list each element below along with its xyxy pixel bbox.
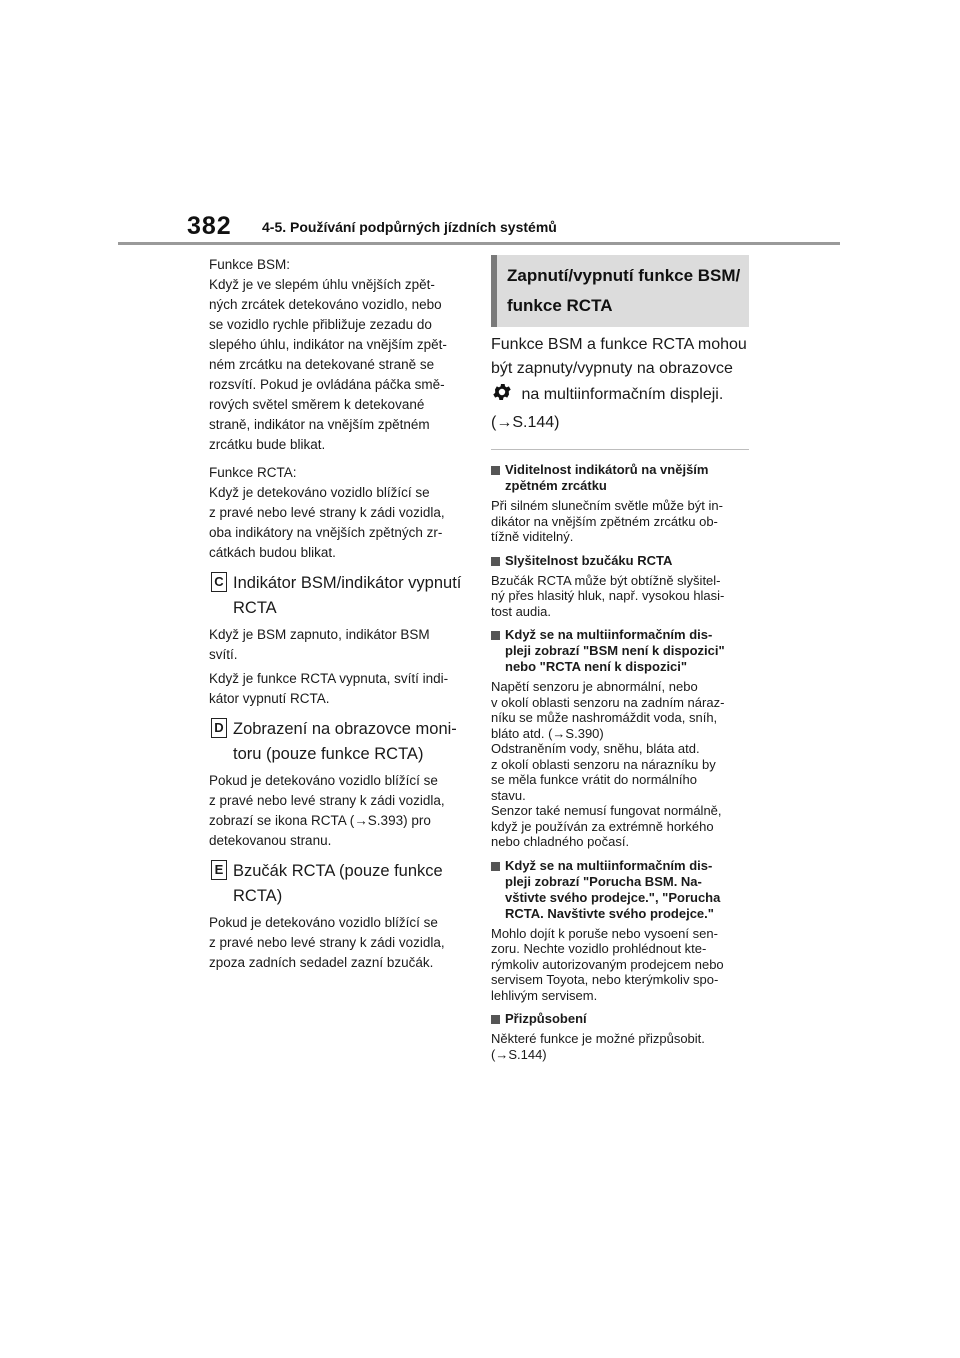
text-line: stavu. <box>491 787 526 803</box>
text-line: Pokud je detekováno vozidlo blížící se <box>209 915 438 930</box>
text-line: se vozidlo rychle přibližuje zezadu do <box>209 317 432 332</box>
text-line: ných zrcátek detekováno vozidlo, nebo <box>209 297 442 312</box>
label-line: Indikátor BSM/indikátor vypnutí <box>233 574 462 592</box>
marker-e: E <box>211 860 227 880</box>
note-visibility <box>491 462 749 545</box>
note-text <box>491 679 749 850</box>
text-line: detekovanou stranu. <box>209 833 332 848</box>
note-text <box>491 926 749 1004</box>
text-line: rýmkoliv autorizovaným prodejcem nebo <box>491 956 724 972</box>
note-title <box>491 627 749 675</box>
text-line: dikátor na vnějším zpětném zrcátku ob- <box>491 513 718 529</box>
text-line: straně, indikátor na vnějším zpětném <box>209 417 430 432</box>
note-not-available <box>491 627 749 850</box>
text-line: Pokud je detekováno vozidlo blížící se <box>209 773 438 788</box>
text-line: Odstraněním vody, sněhu, bláta atd. <box>491 741 700 756</box>
title-line: nebo "RCTA není k dispozici" <box>505 659 688 674</box>
text-line: Funkce RCTA: <box>209 465 297 480</box>
text-line: níku se může nashromáždit voda, sníh, <box>491 710 718 725</box>
title-line: pleji zobrazí "BSM není k dispozici" <box>505 643 725 658</box>
text-fragment: na multiinformačním displeji. <box>517 386 724 403</box>
text-line: Bzučák RCTA může být obtížně slyšitel- <box>491 572 721 588</box>
gear-icon <box>491 381 513 411</box>
square-bullet-icon <box>491 466 500 475</box>
note-text <box>491 498 749 545</box>
heading-line: Zapnutí/vypnutí funkce BSM/ <box>507 266 741 285</box>
item-label <box>233 859 471 909</box>
title-line: vštivte svého prodejce.", "Porucha <box>505 889 721 905</box>
intro-paragraph <box>491 333 749 435</box>
label-line: Bzučák RCTA (pouze funkce <box>233 862 443 880</box>
text-line: když je používán za extrémně horkého <box>491 818 714 834</box>
rcta-description <box>209 463 471 563</box>
section-heading <box>491 255 749 327</box>
label-line: Zobrazení na obrazovce moni- <box>233 720 457 738</box>
text-line: ném zrcátku na detekované straně se <box>209 357 435 372</box>
note-title <box>491 1011 749 1027</box>
text-line: v okolí oblasti senzoru na zadním náraz- <box>491 694 725 710</box>
title-line: Když se na multiinformačním dis- <box>505 627 713 642</box>
text-line: z okolí oblasti senzoru na nárazníku by <box>491 756 716 772</box>
text-line: svítí. <box>209 647 238 662</box>
note-text <box>491 1031 749 1062</box>
item-c-text <box>209 625 471 709</box>
text-line: cátkách budou blikat. <box>209 545 336 560</box>
text-line: rozsvítí. Pokud je ovládána páčka smě- <box>209 377 445 392</box>
left-column <box>209 255 471 973</box>
title-line: pleji zobrazí "Porucha BSM. Na- <box>505 873 702 889</box>
text-line: slepého úhlu, indikátor na vnějším zpět- <box>209 337 447 352</box>
text-line: servisem Toyota, nebo kterýmkoliv spo- <box>491 972 719 987</box>
divider <box>491 449 749 450</box>
note-text <box>491 573 749 620</box>
page-reference: (→S.144) <box>491 1046 547 1062</box>
page-reference: (→S.144) <box>491 414 560 431</box>
text-line: zoru. Nechte vozidlo prohlédnout kte- <box>491 941 707 956</box>
section-title: 4-5. Používání podpůrných jízdních systémů <box>262 219 557 235</box>
title-line: RCTA. Navštivte svého prodejce." <box>505 905 714 921</box>
item-e <box>209 859 471 909</box>
text-line: Napětí senzoru je abnormální, nebo <box>491 679 698 694</box>
label-line: toru (pouze funkce RCTA) <box>233 745 424 763</box>
text-line: Senzor také nemusí fungovat normálně, <box>491 803 722 818</box>
text-line: se měla funkce vrátit do normálního <box>491 772 697 787</box>
text-line-with-icon <box>491 381 749 411</box>
label-line: RCTA) <box>233 887 283 905</box>
text-line: zrcátku bude blikat. <box>209 437 326 452</box>
marker-d: D <box>211 718 227 738</box>
item-label <box>233 717 471 767</box>
square-bullet-icon <box>491 631 500 640</box>
text-line: Když je funkce RCTA vypnuta, svítí indi- <box>209 671 449 686</box>
title-line: Přizpůsobení <box>505 1011 587 1026</box>
title-line: zpětném zrcátku <box>505 478 607 493</box>
right-column <box>491 255 749 1062</box>
header-divider <box>118 242 840 245</box>
text-line: rových světel směrem k detekované <box>209 397 425 412</box>
note-title <box>491 553 749 569</box>
item-e-text <box>209 913 471 973</box>
note-customization <box>491 1011 749 1062</box>
text-line: kátor vypnutí RCTA. <box>209 691 330 706</box>
note-title <box>491 858 749 922</box>
bsm-description <box>209 255 471 455</box>
note-title <box>491 462 749 494</box>
text-line: tížně viditelný. <box>491 529 574 544</box>
text-line: zpoza zadních sedadel zazní bzučák. <box>209 955 434 970</box>
text-line: z pravé nebo levé strany k zádi vozidla, <box>209 935 445 950</box>
text-line: z pravé nebo levé strany k zádi vozidla, <box>209 793 445 808</box>
note-audibility <box>491 553 749 620</box>
text-line: být zapnuty/vypnuty na obrazovce <box>491 360 733 377</box>
title-line: Viditelnost indikátorů na vnějším <box>505 462 709 477</box>
text-line: tost audia. <box>491 603 551 619</box>
text-line: zobrazí se ikona RCTA (→S.393) pro <box>209 813 431 828</box>
note-malfunction <box>491 858 749 1004</box>
text-line: Při silném slunečním světle může být in- <box>491 498 723 513</box>
text-line: Když je detekováno vozidlo blížící se <box>209 485 430 500</box>
page-header <box>0 0 960 250</box>
text-line: Některé funkce je možné přizpůsobit. <box>491 1031 705 1046</box>
text-line: oba indikátory na vnějších zpětných zr- <box>209 525 443 540</box>
text-line: Funkce BSM: <box>209 257 291 272</box>
square-bullet-icon <box>491 862 500 871</box>
text-line: Když je BSM zapnuto, indikátor BSM <box>209 627 430 642</box>
text-line: bláto atd. (→S.390) <box>491 725 604 741</box>
text-line: z pravé nebo levé strany k zádi vozidla, <box>209 505 445 520</box>
square-bullet-icon <box>491 1015 500 1024</box>
label-line: RCTA <box>233 599 277 617</box>
square-bullet-icon <box>491 557 500 566</box>
heading-line: funkce RCTA <box>507 296 613 315</box>
marker-c: C <box>211 572 227 592</box>
item-d-text <box>209 771 471 851</box>
text-line: Mohlo dojít k poruše nebo vysoení sen- <box>491 925 718 941</box>
text-line: nebo chladného počasí. <box>491 834 630 849</box>
item-d <box>209 717 471 767</box>
page-number: 382 <box>187 212 232 240</box>
text-line: Když je ve slepém úhlu vnějších zpět- <box>209 277 435 292</box>
title-line: Když se na multiinformačním dis- <box>505 857 713 873</box>
text-line: Funkce BSM a funkce RCTA mohou <box>491 336 747 353</box>
text-line: ný přes hlasitý hluk, např. vysokou hlasi- <box>491 588 725 603</box>
title-line: Slyšitelnost bzučáku RCTA <box>505 552 673 568</box>
item-c <box>209 571 471 621</box>
item-label <box>233 571 471 621</box>
text-line: lehlivým servisem. <box>491 987 598 1003</box>
